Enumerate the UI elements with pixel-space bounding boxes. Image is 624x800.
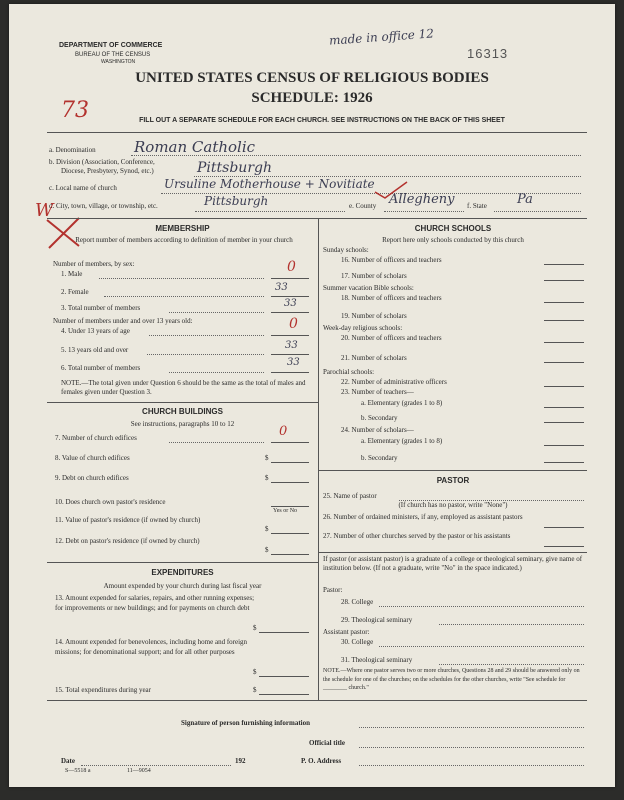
sunday-label: Sunday schools: — [323, 246, 369, 254]
q12-label: 12. Debt on pastor's residence (if owned by church) — [55, 537, 200, 545]
q15-dollar: $ — [253, 686, 257, 694]
expenditures-sub: Amount expended by your church during last fiscal year — [103, 582, 262, 590]
graduate-instruction: If pastor (or assistant pastor) is a graduate of a college or theological seminary, give name of institution below. (If not a graduate, write "No" in the space indicated.) — [323, 555, 583, 572]
q25-label: 25. Name of pastor — [323, 492, 377, 500]
q25-note: (If church has no pastor, write "None") — [398, 501, 508, 509]
q9-dollar: $ — [265, 474, 269, 482]
print-number: 11—9054 — [127, 768, 151, 774]
year-label: 192 — [235, 757, 246, 765]
membership-title: MEMBERSHIP — [155, 224, 210, 233]
q3-value[interactable]: 33 — [284, 298, 297, 309]
expenditures-title: EXPENDITURES — [151, 568, 214, 577]
q20-label: 20. Number of officers and teachers — [341, 334, 442, 342]
state-value[interactable]: Pa — [517, 192, 533, 207]
q8-label: 8. Value of church edifices — [55, 454, 130, 462]
q27-label: 27. Number of other churches served by the pastor or his assistants — [323, 532, 511, 540]
q24-label: 24. Number of scholars— — [341, 426, 414, 434]
schools-title: CHURCH SCHOOLS — [414, 224, 492, 233]
parochial-label: Parochial schools: — [323, 368, 375, 376]
handwritten-page-mark: 73 — [61, 98, 89, 123]
q10-label: 10. Does church own pastor's residence — [55, 498, 166, 506]
buildings-sub: See instructions, paragraphs 10 to 12 — [130, 420, 235, 428]
po-address-label: P. O. Address — [301, 757, 342, 765]
q17-label: 17. Number of scholars — [341, 272, 407, 280]
summer-label: Summer vacation Bible schools: — [323, 284, 414, 292]
q23a-label: a. Elementary (grades 1 to 8) — [361, 399, 443, 407]
official-title-label: Official title — [309, 739, 345, 747]
pastor-title: PASTOR — [436, 476, 470, 485]
q2-label: 2. Female — [61, 288, 89, 296]
q9-label: 9. Debt on church edifices — [55, 474, 129, 482]
q5-value[interactable]: 33 — [285, 340, 298, 351]
q13-label: 13. Amount expended for salaries, repairs, and other running expenses; for improvements or new buildings; and for payments on church debt — [55, 594, 255, 612]
membership-note: NOTE.—The total given under Question 6 should be the same as the total of males and females given under Question 3. — [61, 379, 306, 396]
form-subtitle: SCHEDULE: 1926 — [251, 90, 373, 106]
city-label: WASHINGTON — [101, 59, 136, 65]
q6-label: 6. Total number of members — [61, 364, 141, 372]
members-by-age: Number of members under and over 13 years old: — [53, 317, 193, 325]
form-number: S—5518 a — [65, 768, 91, 774]
q4-label: 4. Under 13 years of age — [61, 327, 130, 335]
q18-label: 18. Number of officers and teachers — [341, 294, 442, 302]
q11-dollar: $ — [265, 525, 269, 533]
q28-label: 28. College — [341, 598, 374, 606]
q24a-label: a. Elementary (grades 1 to 8) — [361, 437, 443, 445]
q2-value[interactable]: 33 — [275, 282, 288, 293]
q13-dollar: $ — [253, 624, 257, 632]
assistant-sublabel: Assistant pastor: — [323, 628, 370, 636]
document-number: 16313 — [467, 46, 509, 61]
handwritten-office-note: made in office 12 — [328, 26, 435, 48]
handwritten-w-mark: W — [35, 200, 54, 221]
q11-label: 11. Value of pastor's residence (if owned by church) — [55, 516, 201, 524]
q3-label: 3. Total number of members — [61, 304, 141, 312]
local-name-value[interactable]: Ursuline Motherhouse + Novitiate — [164, 177, 375, 191]
q21-label: 21. Number of scholars — [341, 354, 407, 362]
q16-label: 16. Number of officers and teachers — [341, 256, 442, 264]
q29-label: 29. Theological seminary — [341, 616, 413, 624]
county-value[interactable]: Allegheny — [389, 192, 455, 207]
q14-label: 14. Amount expended for benevolences, including home and foreign missions; for denominational support; and for all other purposes — [55, 638, 248, 656]
pastor-note: NOTE.—Where one pastor serves two or more churches, Questions 28 and 29 should be answered only on the schedule for one of the churches; on the schedules for the other churches, write "See schedule for ________ church." — [323, 668, 580, 691]
denomination-value[interactable]: Roman Catholic — [134, 138, 256, 156]
date-label: Date — [61, 757, 75, 765]
division-label-2: Diocese, Presbytery, Synod, etc.) — [61, 167, 154, 175]
city-label-field: d. City, town, village, or township, etc. — [49, 202, 158, 210]
denomination-label: a. Denomination — [49, 146, 96, 154]
county-label: e. County — [349, 202, 377, 210]
q19-label: 19. Number of scholars — [341, 312, 407, 320]
signature-label: Signature of person furnishing information — [181, 719, 310, 727]
weekday-label: Week-day religious schools: — [323, 324, 403, 332]
form-title: UNITED STATES CENSUS OF RELIGIOUS BODIES — [135, 70, 489, 86]
division-value[interactable]: Pittsburgh — [197, 160, 272, 176]
q4-value[interactable]: 0 — [289, 316, 298, 332]
bureau-label: BUREAU OF THE CENSUS — [75, 52, 151, 58]
division-label: b. Division (Association, Conference, — [49, 158, 155, 166]
q5-label: 5. 13 years old and over — [61, 346, 129, 354]
q7-label: 7. Number of church edifices — [55, 434, 137, 442]
q30-label: 30. College — [341, 638, 374, 646]
schools-sub: Report here only schools conducted by this church — [382, 236, 524, 244]
q15-label: 15. Total expenditures during year — [55, 686, 151, 694]
q6-value[interactable]: 33 — [287, 357, 300, 368]
red-check-mark — [371, 180, 411, 200]
pastor-sublabel: Pastor: — [323, 586, 343, 594]
q22-label: 22. Number of administrative officers — [341, 378, 447, 386]
members-by-sex: Number of members, by sex: — [53, 260, 135, 268]
form-instruction: FILL OUT A SEPARATE SCHEDULE FOR EACH CHURCH. SEE INSTRUCTIONS ON THE BACK OF THIS SHEET — [139, 117, 505, 124]
red-x-mark — [39, 214, 89, 254]
dept-label: DEPARTMENT OF COMMERCE — [59, 42, 163, 49]
q7-value[interactable]: 0 — [279, 424, 288, 439]
q1-label: 1. Male — [61, 270, 83, 278]
membership-intro: Report number of members according to definition of member in your church — [75, 236, 293, 244]
buildings-title: CHURCH BUILDINGS — [142, 407, 223, 416]
city-value[interactable]: Pittsburgh — [204, 194, 269, 208]
q23b-label: b. Secondary — [361, 414, 398, 422]
q8-dollar: $ — [265, 454, 269, 462]
q14-dollar: $ — [253, 668, 257, 676]
local-name-label: c. Local name of church — [49, 184, 117, 192]
q12-dollar: $ — [265, 546, 269, 554]
q1-value[interactable]: 0 — [287, 259, 296, 275]
q31-label: 31. Theological seminary — [341, 656, 413, 664]
yes-no-hint: Yes or No — [273, 508, 298, 514]
q23-label: 23. Number of teachers— — [341, 388, 414, 396]
q26-label: 26. Number of ordained ministers, if any, employed as assistant pastors — [323, 513, 523, 521]
q24b-label: b. Secondary — [361, 454, 398, 462]
census-form-sheet — [9, 4, 615, 787]
state-label: f. State — [467, 202, 487, 210]
